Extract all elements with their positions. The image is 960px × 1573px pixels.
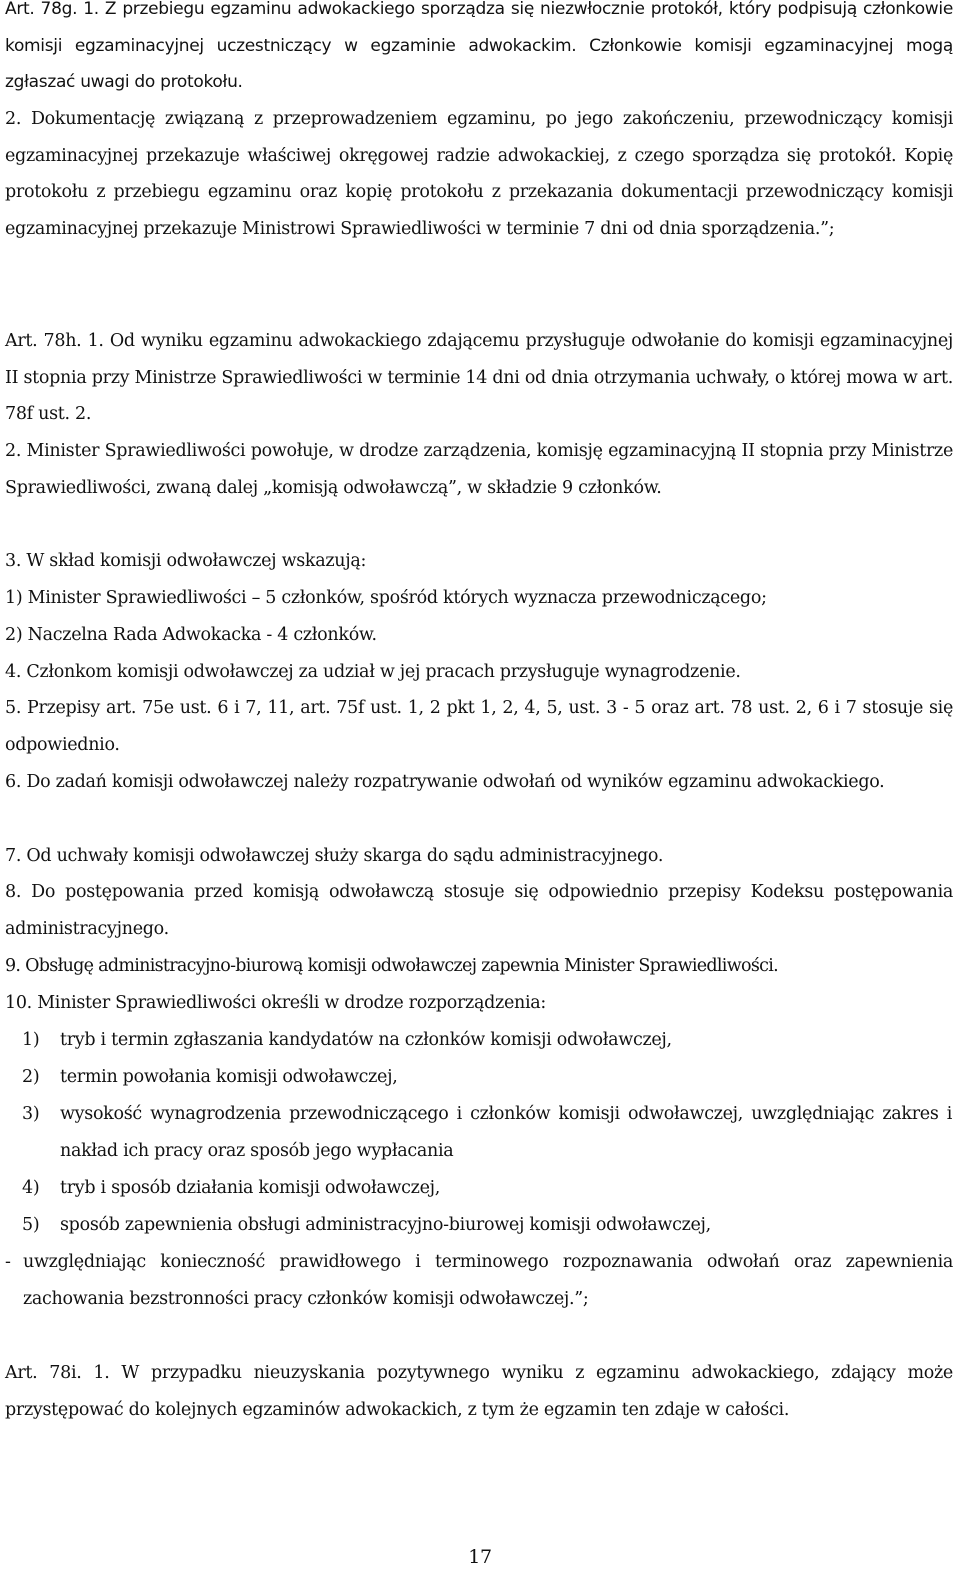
article-78i-paragraph-1: Art. 78i. 1. W przypadku nieuzyskania pozytywnego wyniku z egzaminu adwokackiego, zdający może przystępować do kolejnych egzaminów adwokackich, z tym że egzamin ten zdaje w całości.: [5, 1363, 953, 1420]
list-item-number: 3): [22, 1104, 40, 1124]
list-item: [22, 1170, 952, 1207]
dash-item: [5, 1244, 953, 1317]
list-item-number: 1): [22, 1030, 40, 1050]
article-78h-paragraph-6: 6. Do zadań komisji odwoławczej należy rozpatrywanie odwołań od wyników egzaminu adwokackiego.: [5, 772, 885, 792]
list-item-text: tryb i termin zgłaszania kandydatów na członków komisji odwoławczej,: [60, 1030, 672, 1050]
article-78h-paragraph-5: 5. Przepisy art. 75e ust. 6 i 7, 11, art. 75f ust. 1, 2 pkt 1, 2, 4, 5, ust. 3 - 5 oraz art. 78 ust. 2, 6 i 7 stosuje się odpowiednio.: [5, 698, 953, 755]
article-78h-paragraph-9: 9. Obsługę administracyjno-biurową komisji odwoławczej zapewnia Minister Sprawiedliwości.: [5, 956, 778, 976]
list-item-number: 4): [22, 1178, 40, 1198]
list-item: [22, 1022, 952, 1059]
list-item-text: sposób zapewnienia obsługi administracyjno-biurowej komisji odwoławczej,: [60, 1215, 711, 1235]
article-78h-paragraph-2: 2. Minister Sprawiedliwości powołuje, w drodze zarządzenia, komisję egzaminacyjną II stopnia przy Ministrze Sprawiedliwości, zwaną dalej „komisją odwoławczą”, w składzie 9 członków.: [5, 441, 953, 498]
dash-item-text: uwzględniając konieczność prawidłowego i terminowego rozpoznawania odwołań oraz zapewnienia zachowania bezstronności pracy członków komisji odwoławczej.”;: [23, 1252, 953, 1309]
list-item-text: termin powołania komisji odwoławczej,: [60, 1067, 398, 1087]
list-item-number: 2): [22, 1067, 40, 1087]
list-item: [22, 1207, 952, 1244]
article-78h-paragraph-10: 10. Minister Sprawiedliwości określi w drodze rozporządzenia:: [5, 993, 546, 1013]
list-item-number: 5): [22, 1215, 40, 1235]
page-number: 17: [468, 1546, 492, 1568]
dash-marker: -: [5, 1252, 11, 1272]
list-item: [22, 1096, 952, 1169]
article-78h-paragraph-1: Art. 78h. 1. Od wyniku egzaminu adwokackiego zdającemu przysługuje odwołanie do komisji egzaminacyjnej II stopnia przy Ministrze Sprawiedliwości w terminie 14 dni od dnia otrzymania uchwały, o której mowa w art. 78f ust. 2.: [5, 331, 953, 425]
article-78h-paragraph-7: 7. Od uchwały komisji odwoławczej służy skarga do sądu administracyjnego.: [5, 846, 664, 866]
list-item-text: wysokość wynagrodzenia przewodniczącego i członków komisji odwoławczej, uwzględniając zakres i nakład ich pracy oraz sposób jego wypłacania: [60, 1104, 952, 1161]
list-item: [22, 1059, 952, 1096]
article-78g-paragraph-2: 2. Dokumentację związaną z przeprowadzeniem egzaminu, po jego zakończeniu, przewodniczący komisji egzaminacyjnej przekazuje właściwej okręgowej radzie adwokackiej, z czego sporządza się protokół. Kopię protokołu z przebiegu egzaminu oraz kopię protokołu z przekazania dokumentacji przewodniczący komisji egzaminacyjnej przekazuje Ministrowi Sprawiedliwości w terminie 7 dni od dnia sporządzenia.”;: [5, 109, 953, 239]
article-78h-paragraph-3: 3. W skład komisji odwoławczej wskazują:: [5, 551, 367, 571]
list-item-text: tryb i sposób działania komisji odwoławczej,: [60, 1178, 441, 1198]
article-78h-point-1: 1) Minister Sprawiedliwości – 5 członków, spośród których wyznacza przewodniczącego;: [5, 588, 767, 608]
article-78g-paragraph-1: Art. 78g. 1. Z przebiegu egzaminu adwokackiego sporządza się niezwłocznie protokół, który podpisują członkowie komisji egzaminacyjnej uczestniczący w egzaminie adwokackim. Członkowie komisji egzaminacyjnej mogą zgłaszać uwagi do protokołu.: [5, 0, 953, 93]
article-78h-point-2: 2) Naczelna Rada Adwokacka - 4 członków.: [5, 625, 377, 645]
article-78h-paragraph-8: 8. Do postępowania przed komisją odwoławczą stosuje się odpowiednio przepisy Kodeksu postępowania administracyjnego.: [5, 882, 953, 939]
article-78h-paragraph-4: 4. Członkom komisji odwoławczej za udział w jej pracach przysługuje wynagrodzenie.: [5, 662, 741, 682]
